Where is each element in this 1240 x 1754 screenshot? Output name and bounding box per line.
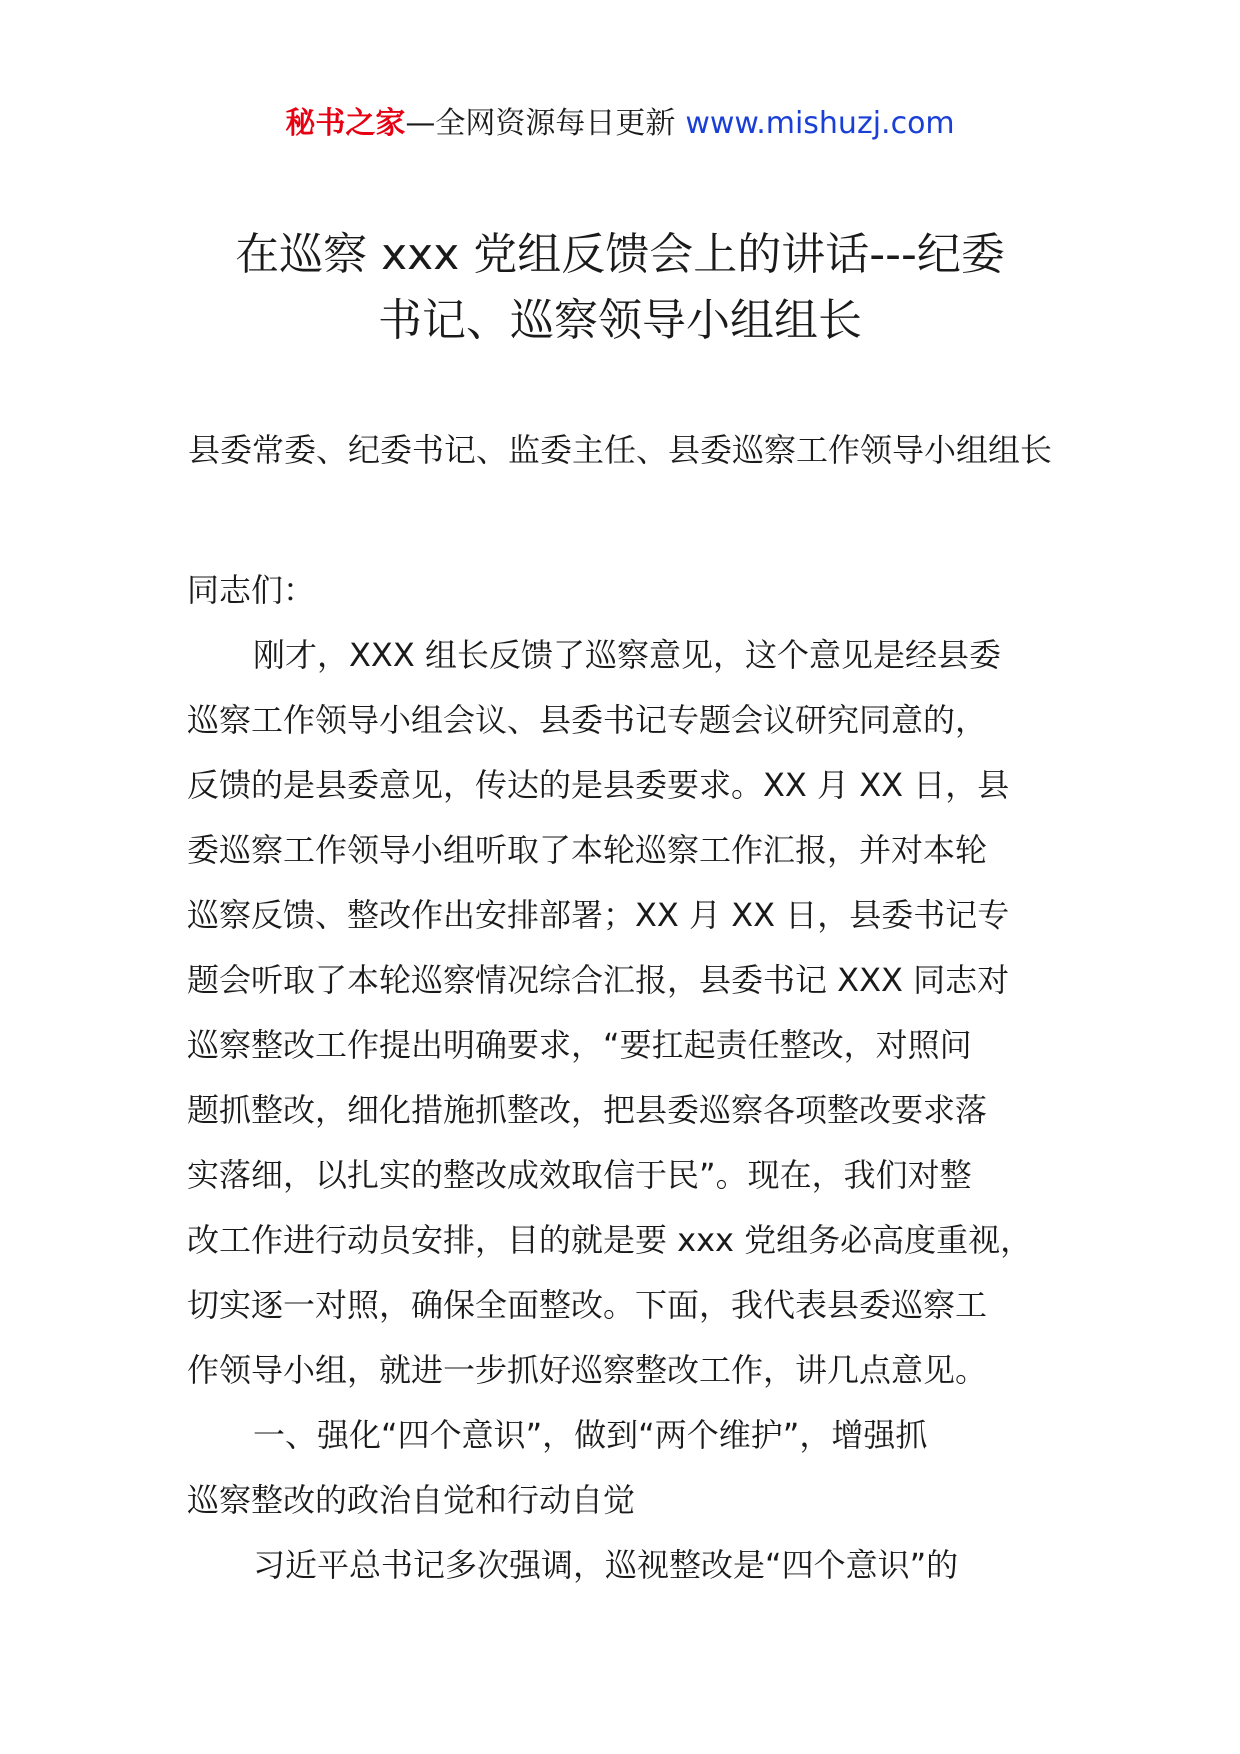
body-line: 题会听取了本轮巡察情况综合汇报，县委书记 XXX 同志对 (187, 961, 1010, 999)
title-line-2: 书记、巡察领导小组组长 (378, 295, 862, 346)
body-line: 巡察反馈、整改作出安排部署；XX 月 XX 日，县委书记专 (187, 896, 1010, 934)
body-line: 切实逐一对照，确保全面整改。下面，我代表县委巡察工 (187, 1286, 988, 1324)
salutation: 同志们： (187, 571, 316, 609)
body-line: 作领导小组，就进一步抓好巡察整改工作，讲几点意见。 (187, 1351, 988, 1389)
site-slogan: —全网资源每日更新 (405, 106, 676, 141)
body-line: 题抓整改，细化措施抓整改，把县委巡察各项整改要求落 (187, 1091, 988, 1129)
site-url-link[interactable]: www.mishuzj.com (685, 106, 955, 141)
section-heading-continued: 巡察整改的政治自觉和行动自觉 (187, 1481, 636, 1519)
body-line: 反馈的是县委意见，传达的是县委要求。XX 月 XX 日，县 (187, 766, 1010, 804)
body-line: 委巡察工作领导小组听取了本轮巡察工作汇报，并对本轮 (187, 831, 988, 869)
body-line: 巡察工作领导小组会议、县委书记专题会议研究同意的， (187, 701, 988, 739)
body-line: 习近平总书记多次强调，巡视整改是“四个意识”的 (253, 1546, 959, 1584)
document-title (120, 222, 1120, 354)
brand-name: 秘书之家 (285, 106, 406, 141)
body-line: 巡察整改工作提出明确要求，“要扛起责任整改，对照问 (187, 1026, 972, 1064)
body-line: 实落细，以扎实的整改成效取信于民”。现在，我们对整 (187, 1156, 972, 1194)
document-author: 县委常委、纪委书记、监委主任、县委巡察工作领导小组组长 (187, 431, 1052, 469)
section-heading: 一、强化“四个意识”，做到“两个维护”，增强抓 (253, 1416, 928, 1454)
title-line-1: 在巡察 xxx 党组反馈会上的讲话---纪委 (235, 229, 1005, 280)
body-line: 改工作进行动员安排，目的就是要 xxx 党组务必高度重视， (187, 1221, 1033, 1259)
document-body (187, 558, 1067, 1598)
site-header (0, 104, 1240, 144)
body-line: 刚才，XXX 组长反馈了巡察意见，这个意见是经县委 (253, 636, 1001, 674)
